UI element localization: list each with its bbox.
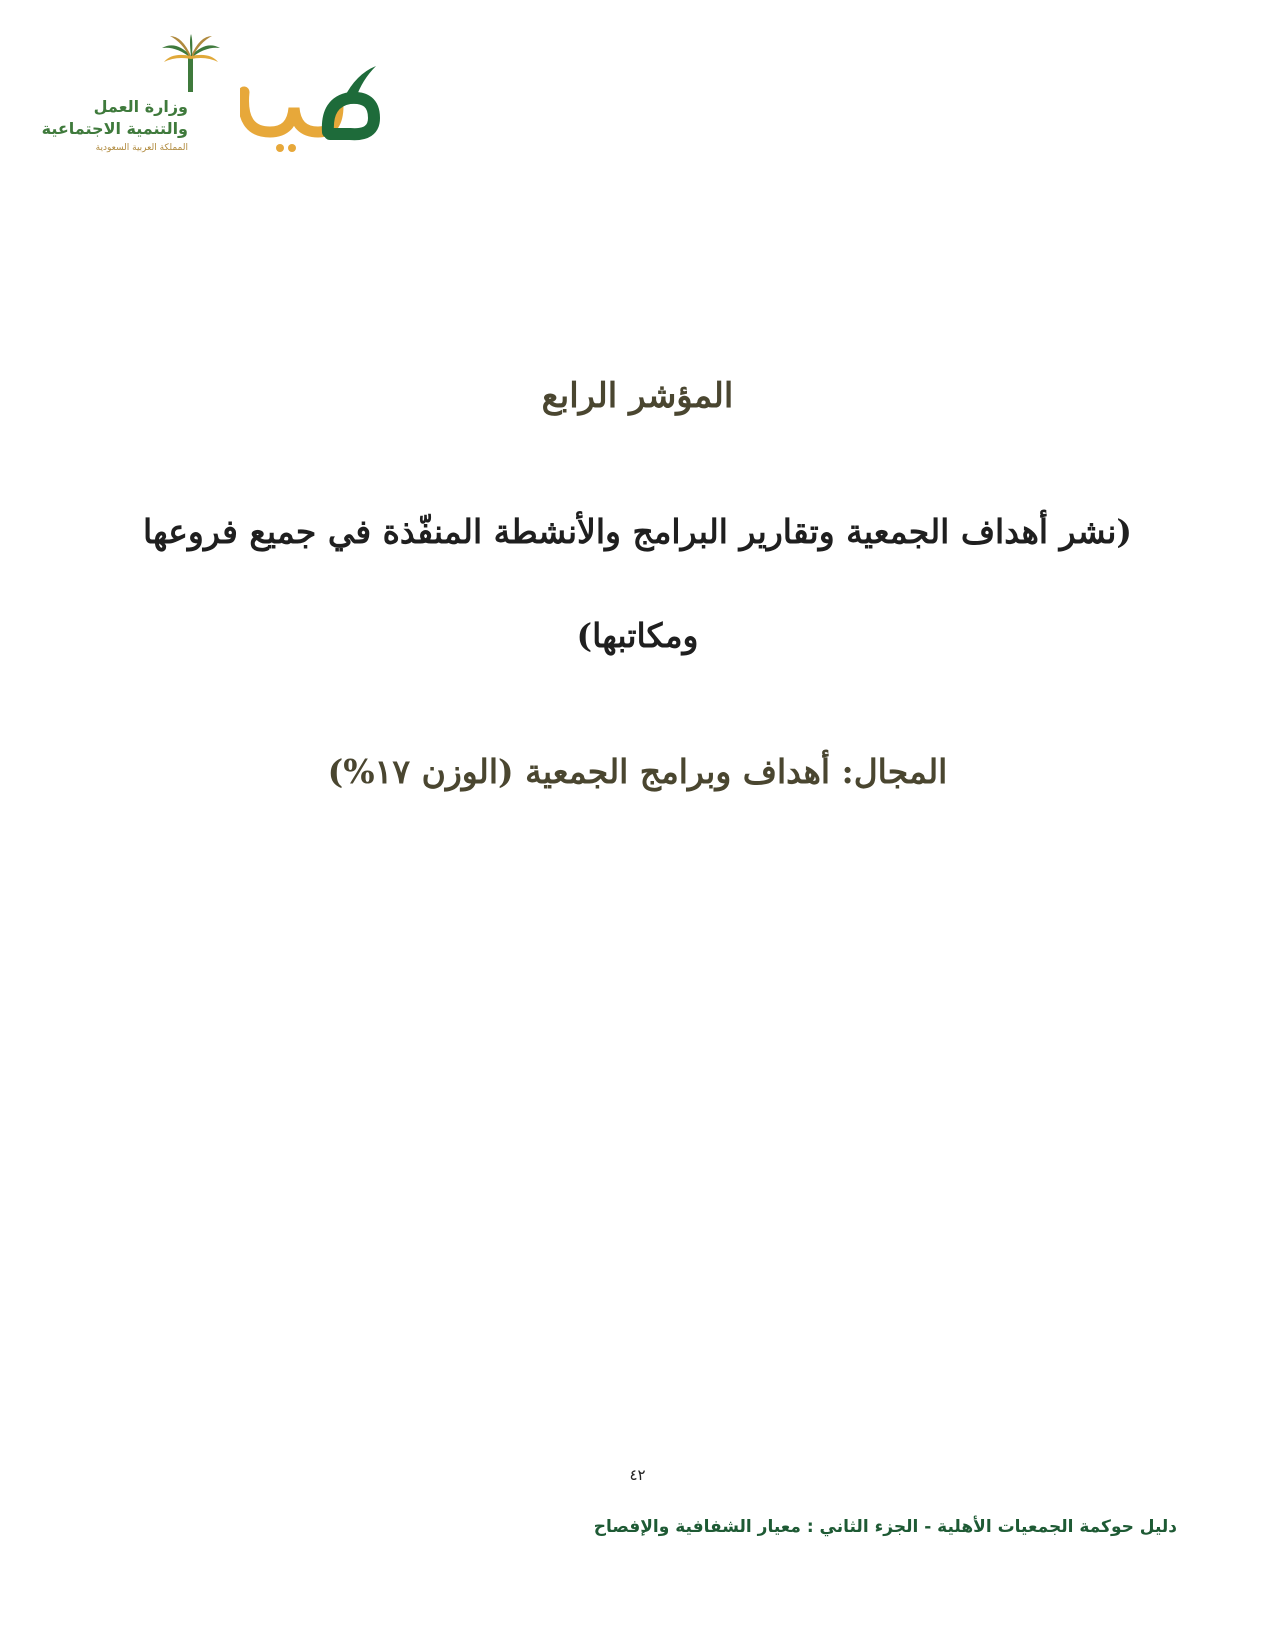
ministry-country-line: المملكة العربية السعودية [95,143,188,153]
palm-tree-emblem-icon [158,34,224,94]
indicator-title: المؤشر الرابع [541,376,734,416]
indicator-subtitle-line2: ومكاتبها) [576,616,699,655]
page-number: ٤٢ [629,1466,646,1484]
domain-weight-line: المجال: أهداف وبرامج الجمعية (الوزن ١٧%) [327,752,948,791]
indicator-subtitle-line1: (نشر أهداف الجمعية وتقارير البرامج والأنشطة المنفّذة في جميع فروعها [142,512,1133,551]
ministry-name [42,96,188,156]
ministry-name-line1: وزارة العمل [93,97,188,116]
brand-logo-icon [240,62,390,152]
ministry-name-line2: والتنمية الاجتماعية [41,119,188,138]
footer-document-title: دليل حوكمة الجمعيات الأهلية - الجزء الثاني : معيار الشفافية والإفصاح [593,1517,1177,1537]
ministry-logo [41,34,220,164]
